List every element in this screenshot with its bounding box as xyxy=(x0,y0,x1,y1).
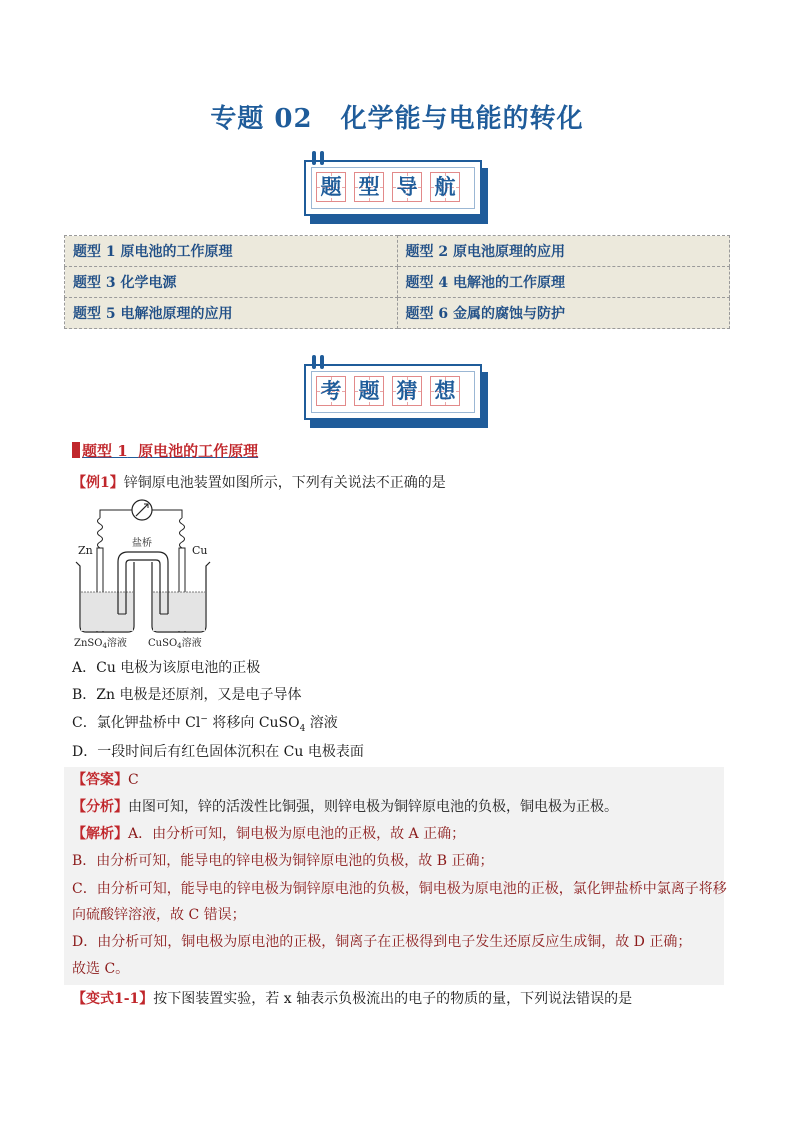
variant-question: 【变式1-1】按下图装置实验，若 x 轴表示负极流出的电子的物质的量，下列说法错误的是 xyxy=(72,991,633,1007)
banner-char: 想 xyxy=(430,376,460,406)
banner-char: 题 xyxy=(354,376,384,406)
cu-label: Cu xyxy=(192,544,208,557)
banner-char: 航 xyxy=(430,172,460,202)
example-tag: 【例1】 xyxy=(72,475,124,491)
analysis-line: 【分析】由图可知，锌的活泼性比铜强，则锌电极为铜锌原电池的负极，铜电极为正极。 xyxy=(72,799,618,815)
option-d: D．一段时间后有红色固体沉积在 Cu 电极表面 xyxy=(72,744,364,760)
example-text: 锌铜原电池装置如图所示，下列有关说法不正确的是 xyxy=(123,475,446,491)
banner-char: 题 xyxy=(316,172,346,202)
banner-char: 导 xyxy=(392,172,422,202)
clip-icon xyxy=(320,355,324,369)
banner-question-types xyxy=(304,160,488,224)
right-solution-label: CuSO$_4$溶液 xyxy=(148,638,202,650)
nav-item[interactable]: 题型 1 原电池的工作原理 xyxy=(65,236,398,267)
galvanic-cell-figure xyxy=(70,496,220,652)
conclusion-line: 故选 C。 xyxy=(72,961,130,977)
clip-icon xyxy=(312,355,316,369)
title-part1: 专题 02 xyxy=(210,104,313,134)
banner-char: 猜 xyxy=(392,376,422,406)
answer-line: 【答案】C xyxy=(72,772,139,788)
clip-icon xyxy=(312,151,316,165)
example-question xyxy=(72,472,446,492)
nav-item[interactable]: 题型 4 电解池的工作原理 xyxy=(397,267,730,298)
section-heading: 题型 1 原电池的工作原理 xyxy=(72,440,258,461)
title-part2: 化学能与电能的转化 xyxy=(340,104,584,134)
nav-item[interactable]: 题型 6 金属的腐蚀与防护 xyxy=(397,298,730,329)
section-marker-icon xyxy=(72,442,80,458)
banner-exam-guess xyxy=(304,364,488,428)
nav-item[interactable]: 题型 2 原电池原理的应用 xyxy=(397,236,730,267)
clip-icon xyxy=(320,151,324,165)
detail-line-b: B．由分析可知，能导电的锌电极为铜锌原电池的负极，故 B 正确； xyxy=(72,853,494,869)
left-solution-label: ZnSO$_4$溶液 xyxy=(74,638,127,650)
banner-char: 考 xyxy=(316,376,346,406)
page-title xyxy=(0,98,794,135)
detail-line-d: D．由分析可知，铜电极为原电池的正极，铜离子在正极得到电子发生还原反应生成铜，故 D 正确； xyxy=(72,934,692,950)
nav-item[interactable]: 题型 5 电解池原理的应用 xyxy=(65,298,398,329)
question-type-nav xyxy=(64,235,730,329)
nav-item[interactable]: 题型 3 化学电源 xyxy=(65,267,398,298)
detail-line-c1: C．由分析可知，能导电的锌电极为铜锌原电池的负极，铜电极为原电池的正极，氯化钾盐桥中氯离子将移 xyxy=(72,881,727,897)
detail-line-a: 【解析】A．由分析可知，铜电极为原电池的正极，故 A 正确； xyxy=(72,826,466,842)
zn-label: Zn xyxy=(78,544,93,557)
option-c: C．氯化钾盐桥中 Cl− 将移向 CuSO$_4$ 溶液 xyxy=(72,714,338,734)
option-a: A．Cu 电极为该原电池的正极 xyxy=(72,660,261,676)
option-b: B．Zn 电极是还原剂，又是电子导体 xyxy=(72,687,302,703)
banner-char: 型 xyxy=(354,172,384,202)
salt-bridge-label: 盐桥 xyxy=(132,538,152,549)
detail-line-c2: 向硫酸锌溶液，故 C 错误； xyxy=(72,907,246,923)
